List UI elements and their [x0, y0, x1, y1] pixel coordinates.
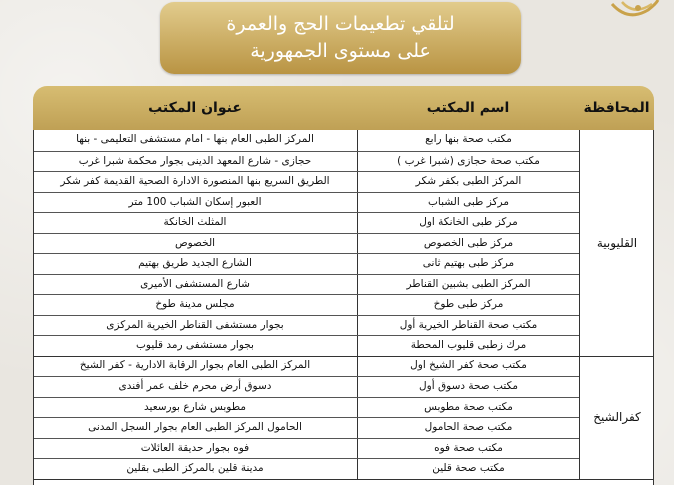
table-row	[33, 212, 579, 233]
office-name-cell: مكتب صحة حجازى (شبرا غرب )	[357, 152, 579, 172]
office-name-cell: مكتب صحة كفر الشيخ اول	[357, 356, 579, 377]
office-address-cell: بجوار مستشفى رمد قليوب	[136, 339, 254, 351]
office-name-cell: مكتب صحة مطوبس	[357, 398, 579, 418]
office-address-cell: دسوق أرض محرم خلف عمر أفندى	[118, 380, 272, 392]
table-row	[33, 438, 579, 459]
table-header	[33, 86, 654, 130]
table-row	[33, 151, 579, 172]
office-address-cell: المركز الطبى العام بجوار الرقابة الادارية - كفر الشيخ	[79, 358, 311, 371]
office-address-cell: بجوار مستشفى القناطر الخيرية المركزى	[106, 318, 284, 331]
table-row	[33, 130, 579, 151]
governorate-cell: كفرالشيخ	[579, 356, 654, 479]
office-name-cell: مكتب صحة فوه	[357, 439, 579, 459]
office-address-cell: مدينة قلين بالمركز الطبى بقلين	[126, 462, 264, 474]
office-name-cell: مكتب صحة دسوق أول	[357, 377, 579, 397]
office-address-cell: المثلث الخانكة	[163, 216, 227, 228]
offices-table	[33, 86, 654, 485]
table-row	[33, 294, 579, 315]
table-row	[33, 356, 579, 377]
office-address-cell: المركز الطبى العام بنها - امام مستشفى التعليمى - بنها	[76, 133, 314, 145]
governorate-group	[33, 130, 654, 357]
governorate-group	[33, 356, 654, 480]
header-office-address: عنوان المكتب	[148, 100, 242, 116]
office-name-cell: مركز طبى بهتيم ثانى	[357, 254, 579, 274]
office-name-cell: مكتب صحة بنها رابع	[357, 130, 579, 151]
table-row	[33, 397, 579, 418]
office-name-cell: مركز طبى الخصوص	[357, 234, 579, 254]
office-address-cell: مطوبس شارع بورسعيد	[144, 400, 246, 413]
governorate-cell: القليوبية	[579, 130, 654, 356]
table-row	[33, 192, 579, 213]
office-address-cell: حجازى - شارع المعهد الدينى بجوار محكمة شبرا غرب	[78, 154, 312, 167]
office-address-cell: شارع المستشفى الأميرى	[140, 277, 250, 290]
table-row	[33, 417, 579, 438]
table-row	[33, 376, 579, 397]
office-address-cell: الخصوص	[174, 236, 216, 249]
office-name-cell: مكتب صحة القناطر الخيرية أول	[357, 316, 579, 336]
title-line-2: على مستوى الجمهورية	[250, 40, 431, 62]
office-address-cell: مجلس مدينة طوخ	[155, 298, 235, 310]
office-name-cell: مرك زطبى قليوب المحطة	[357, 336, 579, 356]
table-row	[33, 335, 579, 356]
office-address-cell: العبور إسكان الشباب 100 متر	[128, 195, 262, 208]
header-governorate: المحافظة	[583, 100, 650, 116]
table-row	[33, 171, 579, 192]
office-name-cell: المركز الطبى بشبين القناطر	[357, 275, 579, 295]
office-name-cell: مكتب صحة الحامول	[357, 418, 579, 438]
logo-icon	[608, 0, 660, 22]
office-address-cell: الحامول المركز الطبى العام بجوار السجل المدنى	[88, 421, 302, 433]
office-name-cell: مركز طبى الشباب	[357, 193, 579, 213]
table-row	[33, 253, 579, 274]
table-row	[33, 315, 579, 336]
office-name-cell: مركز طبى الخانكة اول	[357, 213, 579, 233]
table-row	[33, 458, 579, 479]
office-address-cell: الشارع الجديد طريق بهتيم	[138, 257, 252, 269]
office-address-cell: فوه بجوار حديقة العائلات	[140, 441, 250, 454]
office-name-cell: مكتب صحة قلين	[357, 459, 579, 479]
title-banner	[160, 2, 521, 74]
office-name-cell: المركز الطبى بكفر شكر	[357, 172, 579, 192]
header-office-name: اسم المكتب	[426, 100, 510, 116]
table-row	[33, 233, 579, 254]
office-address-cell: الطريق السريع بنها المنصورة الادارة الصحية القديمة كفر شكر	[60, 175, 330, 187]
office-name-cell: مركز طبى طوخ	[357, 295, 579, 315]
table-body	[33, 130, 654, 485]
table-row	[33, 274, 579, 295]
title-line-1: لتلقي تطعيمات الحج والعمرة	[226, 13, 455, 35]
